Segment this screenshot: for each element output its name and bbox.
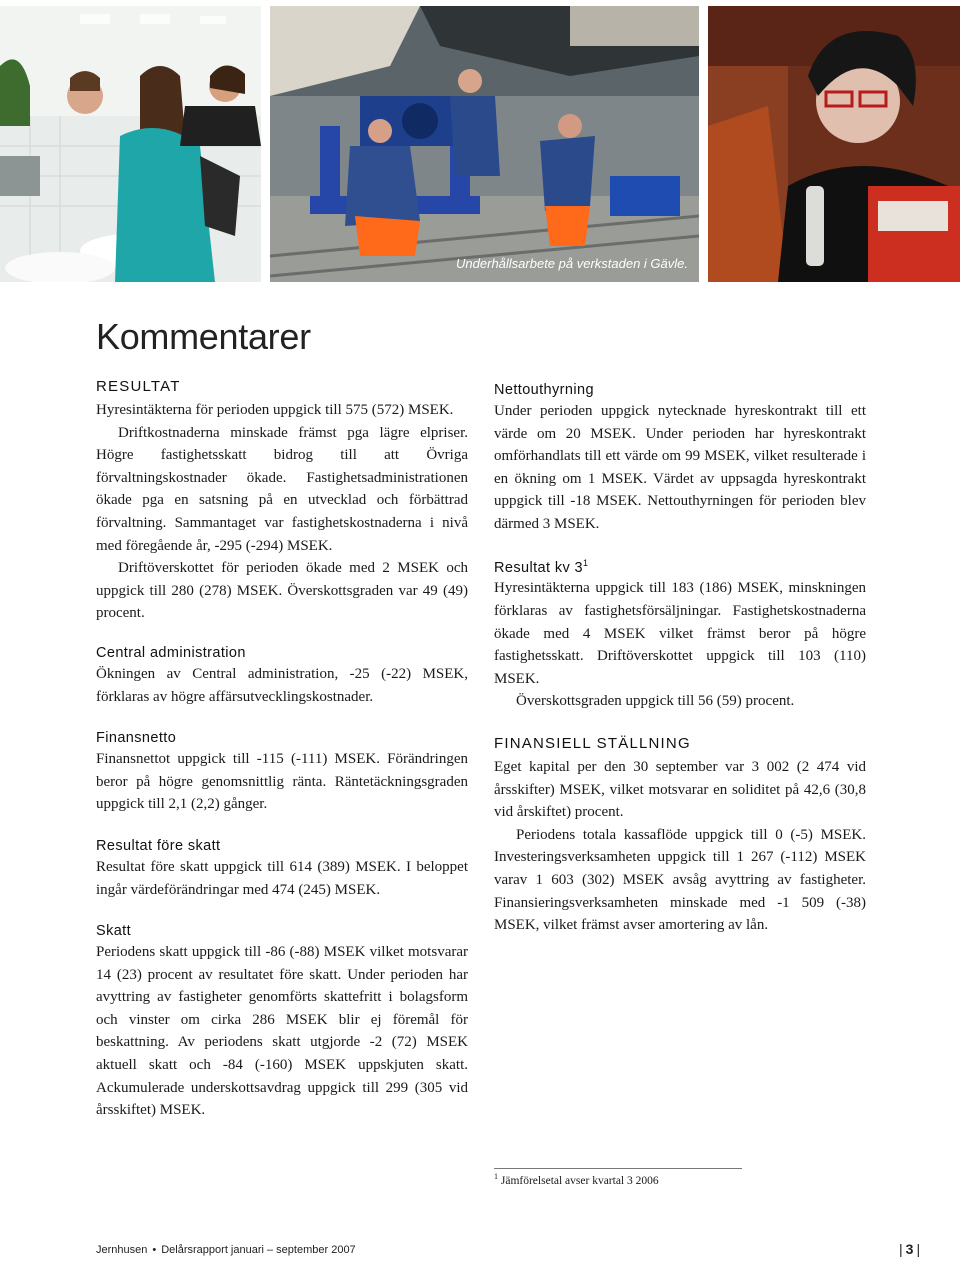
right-column [494, 382, 866, 937]
paragraph: Resultat före skatt uppgick till 614 (389) MSEK. I beloppet ingår värdeförändringar med 474 (245) MSEK. [96, 858, 468, 898]
paragraph: Finansnettot uppgick till -115 (-111) MSEK. Förändringen beror på högre genomsnittlig ränta. Räntetäckningsgraden uppgick till 2,1 (2,2) gånger. [96, 751, 468, 813]
section-resultat-kv3 [494, 558, 866, 713]
paragraph: Under perioden uppgick nytecknade hyreskontrakt till ett värde om 20 MSEK. Under perioden har hyreskontrakt omförhandlats till ett värde om 99 MSEK, vilket resulterade i en ökning om 1 MSEK. Värdet av uppsagda hyreskontrakt uppgick till -18 MSEK. Nettouthyrningen för perioden blev därmed 3 MSEK. [494, 403, 866, 532]
paragraph: Driftkostnaderna minskade främst pga lägre elpriser. Högre fastighetsskatt bidrog till att Övriga förvaltningskostnader ökade. Fastighetsadministrationen ökade pga en satsning på en utvecklad och förbättrad förvaltning. Sammantaget var fastighetskostnaderna i nivå med föregående år, -295 (-294) MSEK. [96, 424, 468, 554]
paragraph: Driftöverskottet för perioden ökade med 2 MSEK och uppgick till 280 (278) MSEK. Överskottsgraden var 49 (49) procent. [96, 560, 468, 622]
footnote-mark: 1 [494, 1172, 498, 1181]
footnote [494, 1172, 659, 1187]
photo-caption: Underhållsarbete på verkstaden i Gävle. [456, 256, 688, 271]
heading-finansnetto: Finansnetto [96, 730, 177, 747]
footnote-ref: 1 [583, 557, 589, 568]
photo-workshop [270, 6, 699, 282]
section-nettouthyrning [494, 382, 866, 536]
paragraph: Hyresintäkterna för perioden uppgick till 575 (572) MSEK. [96, 402, 454, 418]
section-resultat [96, 378, 468, 625]
page-number-value: 3 [905, 1241, 914, 1257]
paragraph: Överskottsgraden uppgick till 56 (59) procent. [516, 693, 795, 710]
footnote-divider [494, 1168, 742, 1169]
heading-skatt: Skatt [96, 923, 132, 940]
page-number-bar-left: | [899, 1241, 903, 1257]
heading-finansiell-stallning: FINANSIELL STÄLLNING [494, 734, 691, 752]
page-title: Kommentarer [96, 316, 311, 357]
section-finansnetto [96, 730, 468, 816]
heading-central-administration: Central administration [96, 644, 246, 661]
heading-resultat-fore-skatt: Resultat före skatt [96, 837, 221, 854]
footer-company: Jernhusen [96, 1244, 148, 1256]
section-central-administration [96, 645, 468, 708]
footnote-text: Jämförelsetal avser kvartal 3 2006 [500, 1174, 659, 1187]
footer-separator: • [152, 1244, 157, 1256]
section-skatt [96, 923, 468, 1122]
heading-text: Resultat kv 3 [494, 559, 584, 576]
page-number [896, 1241, 923, 1257]
section-finansiell-stallning [494, 735, 866, 937]
photo-woman-laptop [708, 6, 960, 282]
paragraph: Periodens totala kassaflöde uppgick till 0 (-5) MSEK. Investeringsverksamheten uppgick till 1 267 (-112) MSEK varav 1 603 (302) MSEK avsåg avyttring av fastigheter. Finansieringsverksamheten minskade med -1 509 (-38) MSEK, vilket främst avser amortering av lån. [494, 826, 866, 934]
section-resultat-fore-skatt [96, 838, 468, 901]
heading-resultat-kv3 [494, 558, 866, 576]
footer-report: Delårsrapport januari – september 2007 [161, 1244, 356, 1256]
photo-restroom [0, 6, 261, 282]
paragraph: Periodens skatt uppgick till -86 (-88) MSEK vilket motsvarar 14 (23) procent av resultatet före skatt. Under perioden har avyttring av fastigheter genomförts skattefritt i bolagsform och vinster om cirka 286 MSEK blir ej föremål för beskattning. Av periodens skatt utgjorde -2 (72) MSEK aktuell skatt och -84 (-160) MSEK uppskjuten skatt. Ackumulerade underskottsavdrag uppgick till 299 (305 vid årsskiftet) MSEK. [96, 944, 468, 1119]
paragraph: Eget kapital per den 30 september var 3 002 (2 474 vid årsskifter) MSEK, vilket motsvarar en soliditet på 42,6 (30,8 vid årskiftet) procent. [494, 758, 866, 821]
paragraph: Ökningen av Central administration, -25 (-22) MSEK, förklaras av högre affärsutvecklingskostnader. [96, 665, 468, 705]
footer-left [96, 1244, 356, 1256]
heading-resultat: RESULTAT [96, 378, 181, 395]
page-number-bar-right: | [916, 1241, 921, 1257]
paragraph: Hyresintäkterna uppgick till 183 (186) MSEK, minskningen förklaras av fastighetsförsäljningar. Fastighetskostnaderna ökade med 4 MSEK vilket främst beror på högre fastighetsskatt. Driftöverskottet uppgick till 103 (110) MSEK. [494, 580, 866, 687]
left-column [96, 378, 468, 1122]
heading-nettouthyrning: Nettouthyrning [494, 382, 594, 398]
